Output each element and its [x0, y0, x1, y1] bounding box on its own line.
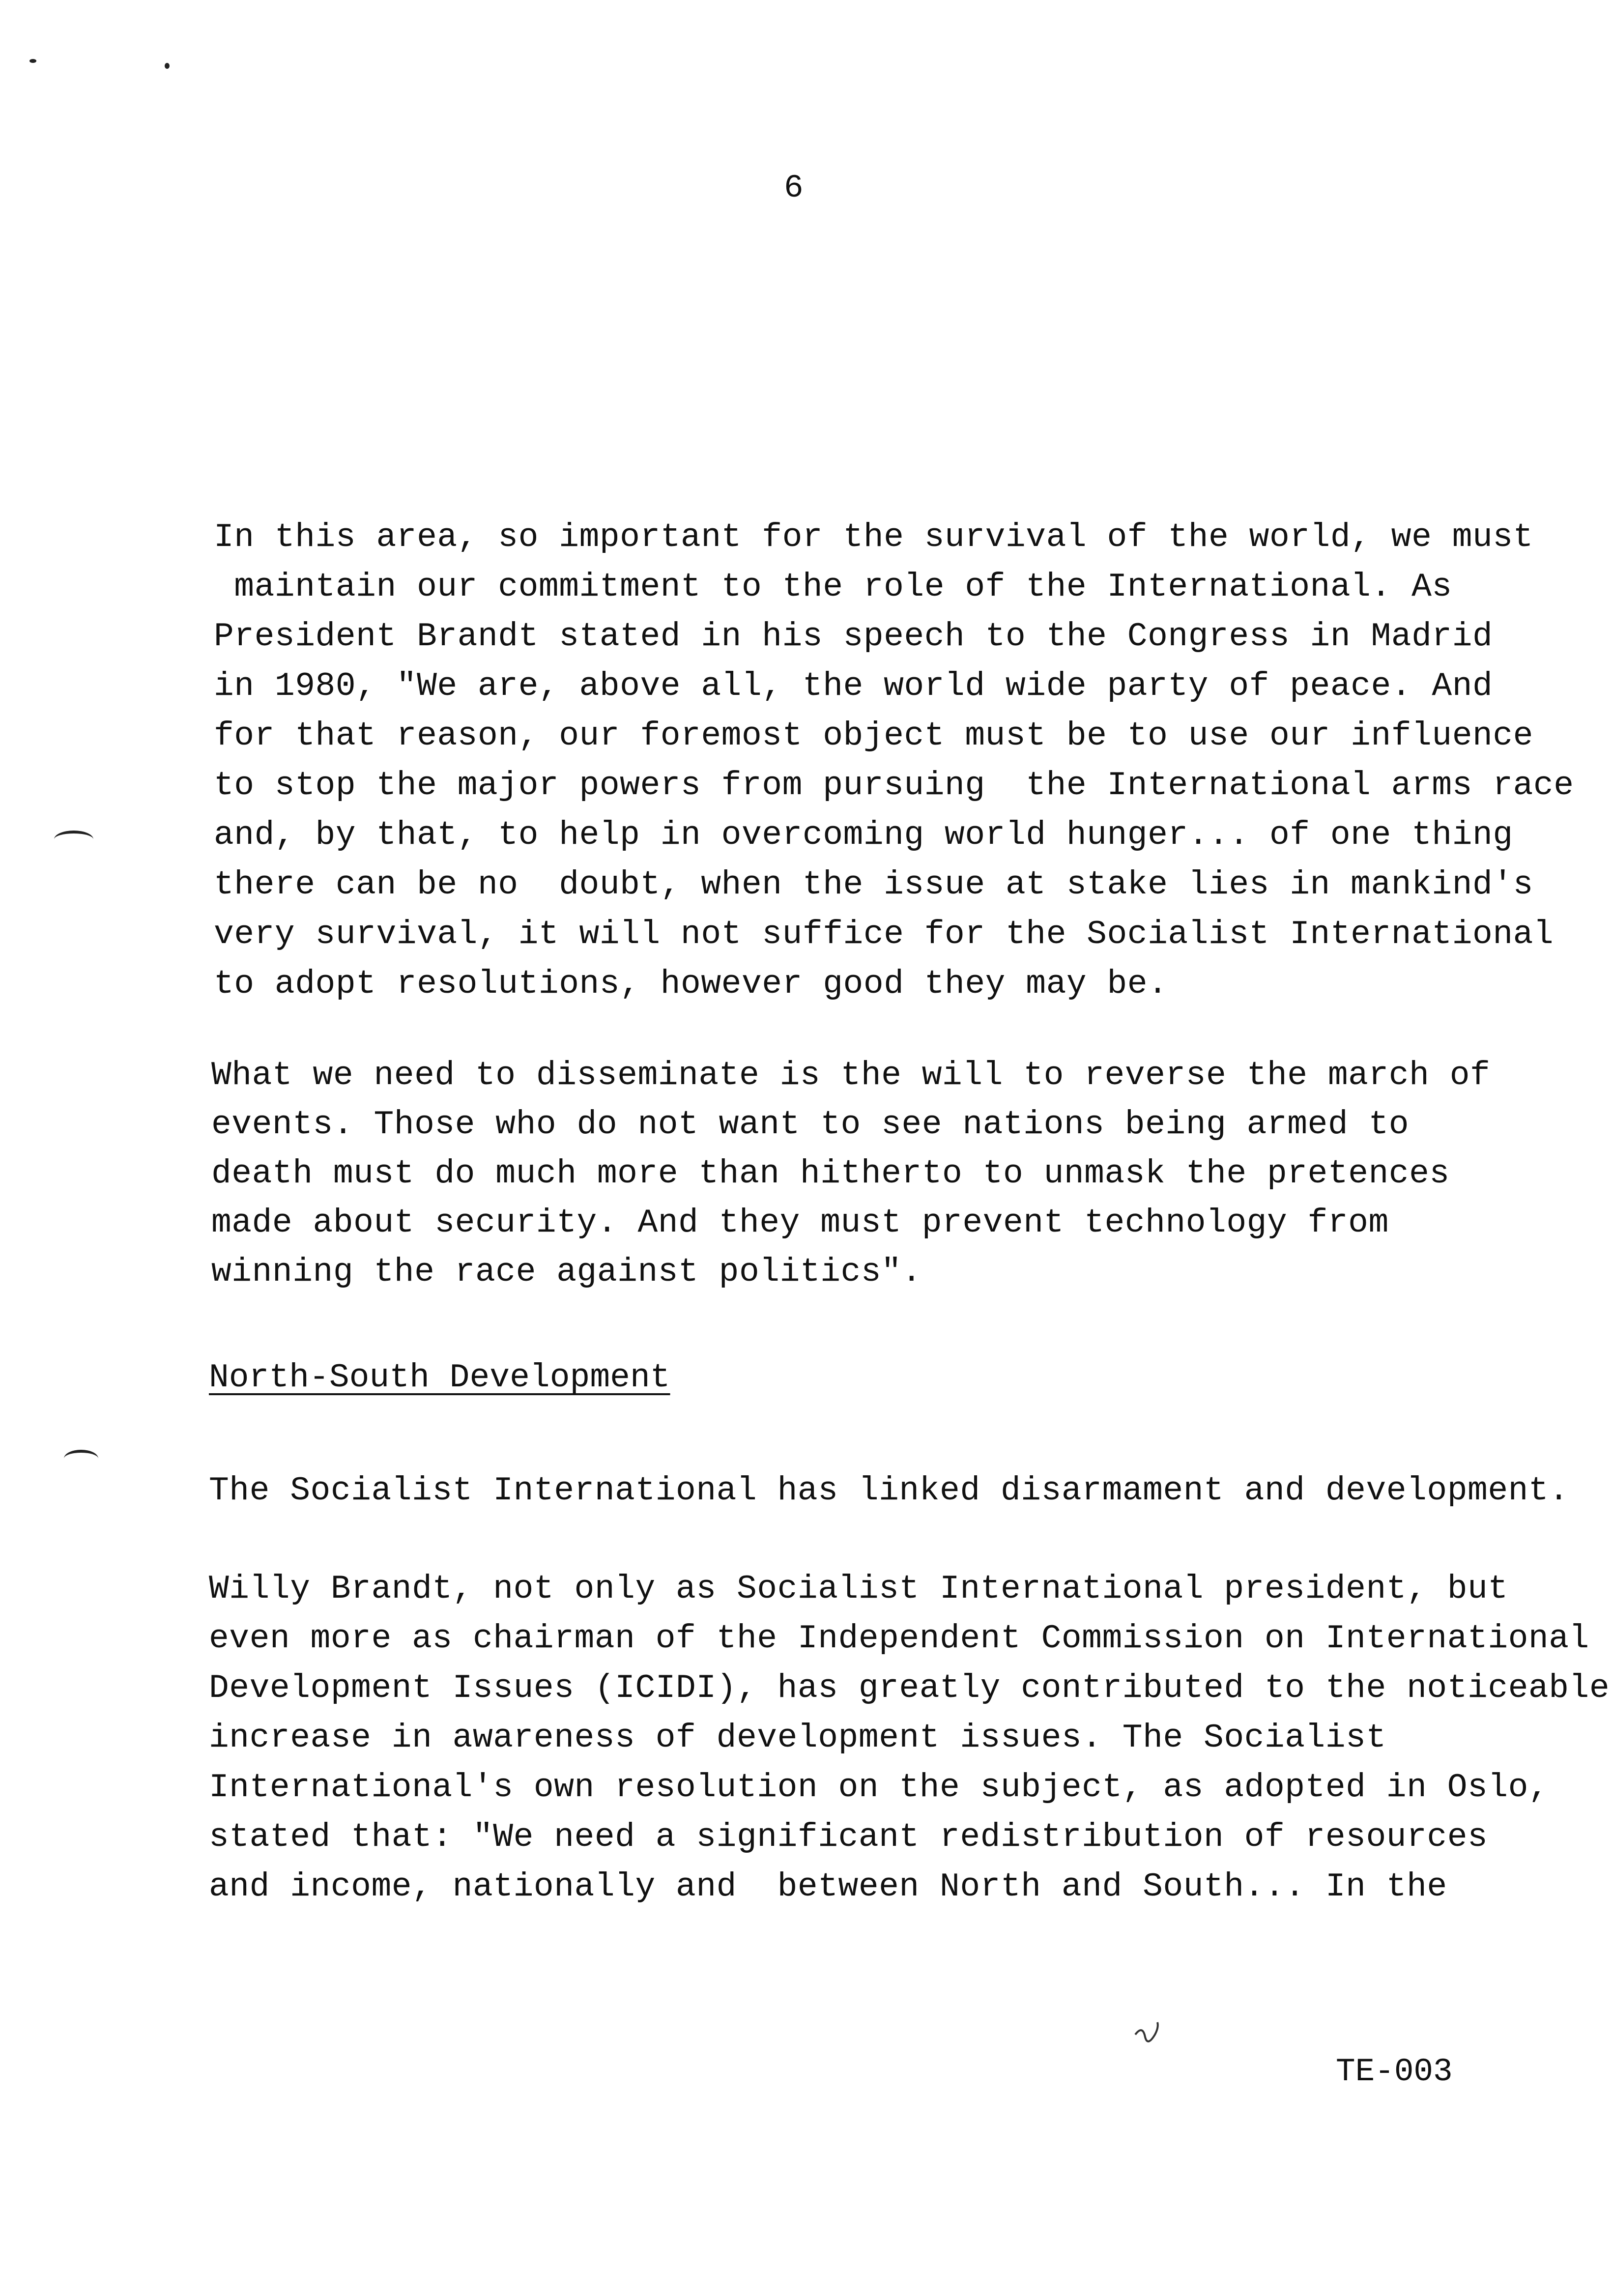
page-number: 6 — [784, 170, 804, 206]
margin-mark — [64, 1450, 98, 1467]
text-line: and income, nationally and between North and South... In the — [209, 1868, 1447, 1906]
scan-speck — [165, 63, 170, 69]
text-line: increase in awareness of development issues. The Socialist — [209, 1719, 1386, 1757]
text-line: to adopt resolutions, however good they may be. — [214, 965, 1168, 1003]
text-line: for that reason, our foremost object must be to use our influence — [214, 717, 1533, 755]
text-line: Development Issues (ICIDI), has greatly contributed to the noticeable — [209, 1669, 1610, 1707]
text-line: President Brandt stated in his speech to the Congress in Madrid — [214, 618, 1493, 656]
text-line: and, by that, to help in overcoming world hunger... of one thing — [214, 816, 1513, 854]
text-line: maintain our commitment to the role of the International. As — [214, 568, 1452, 606]
scan-speck — [29, 59, 36, 63]
text-line: In this area, so important for the survival of the world, we must — [214, 518, 1533, 556]
margin-mark — [54, 831, 93, 848]
document-code: TE-003 — [1336, 2053, 1453, 2090]
text-line: winning the race against politics". — [211, 1253, 922, 1291]
text-line: International's own resolution on the subject, as adopted in Oslo, — [209, 1769, 1549, 1807]
text-line: stated that: "We need a significant redistribution of resources — [209, 1818, 1488, 1856]
text-line: even more as chairman of the Independent Commission on International — [209, 1620, 1589, 1658]
text-line: What we need to disseminate is the will to reverse the march of — [211, 1057, 1491, 1094]
text-line: The Socialist International has linked disarmament and development. — [209, 1472, 1569, 1510]
text-line: there can be no doubt, when the issue at stake lies in mankind's — [214, 866, 1533, 904]
text-line: to stop the major powers from pursuing the International arms race — [214, 767, 1574, 804]
text-line: Willy Brandt, not only as Socialist International president, but — [209, 1570, 1508, 1608]
text-line: made about security. And they must prevent technology from — [211, 1204, 1389, 1242]
text-line: events. Those who do not want to see nations being armed to — [211, 1106, 1410, 1144]
text-line: very survival, it will not suffice for the Socialist International — [214, 916, 1554, 953]
handwritten-scribble — [1130, 2015, 1170, 2054]
text-line: death must do much more than hitherto to unmask the pretences — [211, 1155, 1450, 1193]
text-line: in 1980, "We are, above all, the world wide party of peace. And — [214, 667, 1493, 705]
section-heading-north-south: North-South Development — [209, 1359, 670, 1397]
